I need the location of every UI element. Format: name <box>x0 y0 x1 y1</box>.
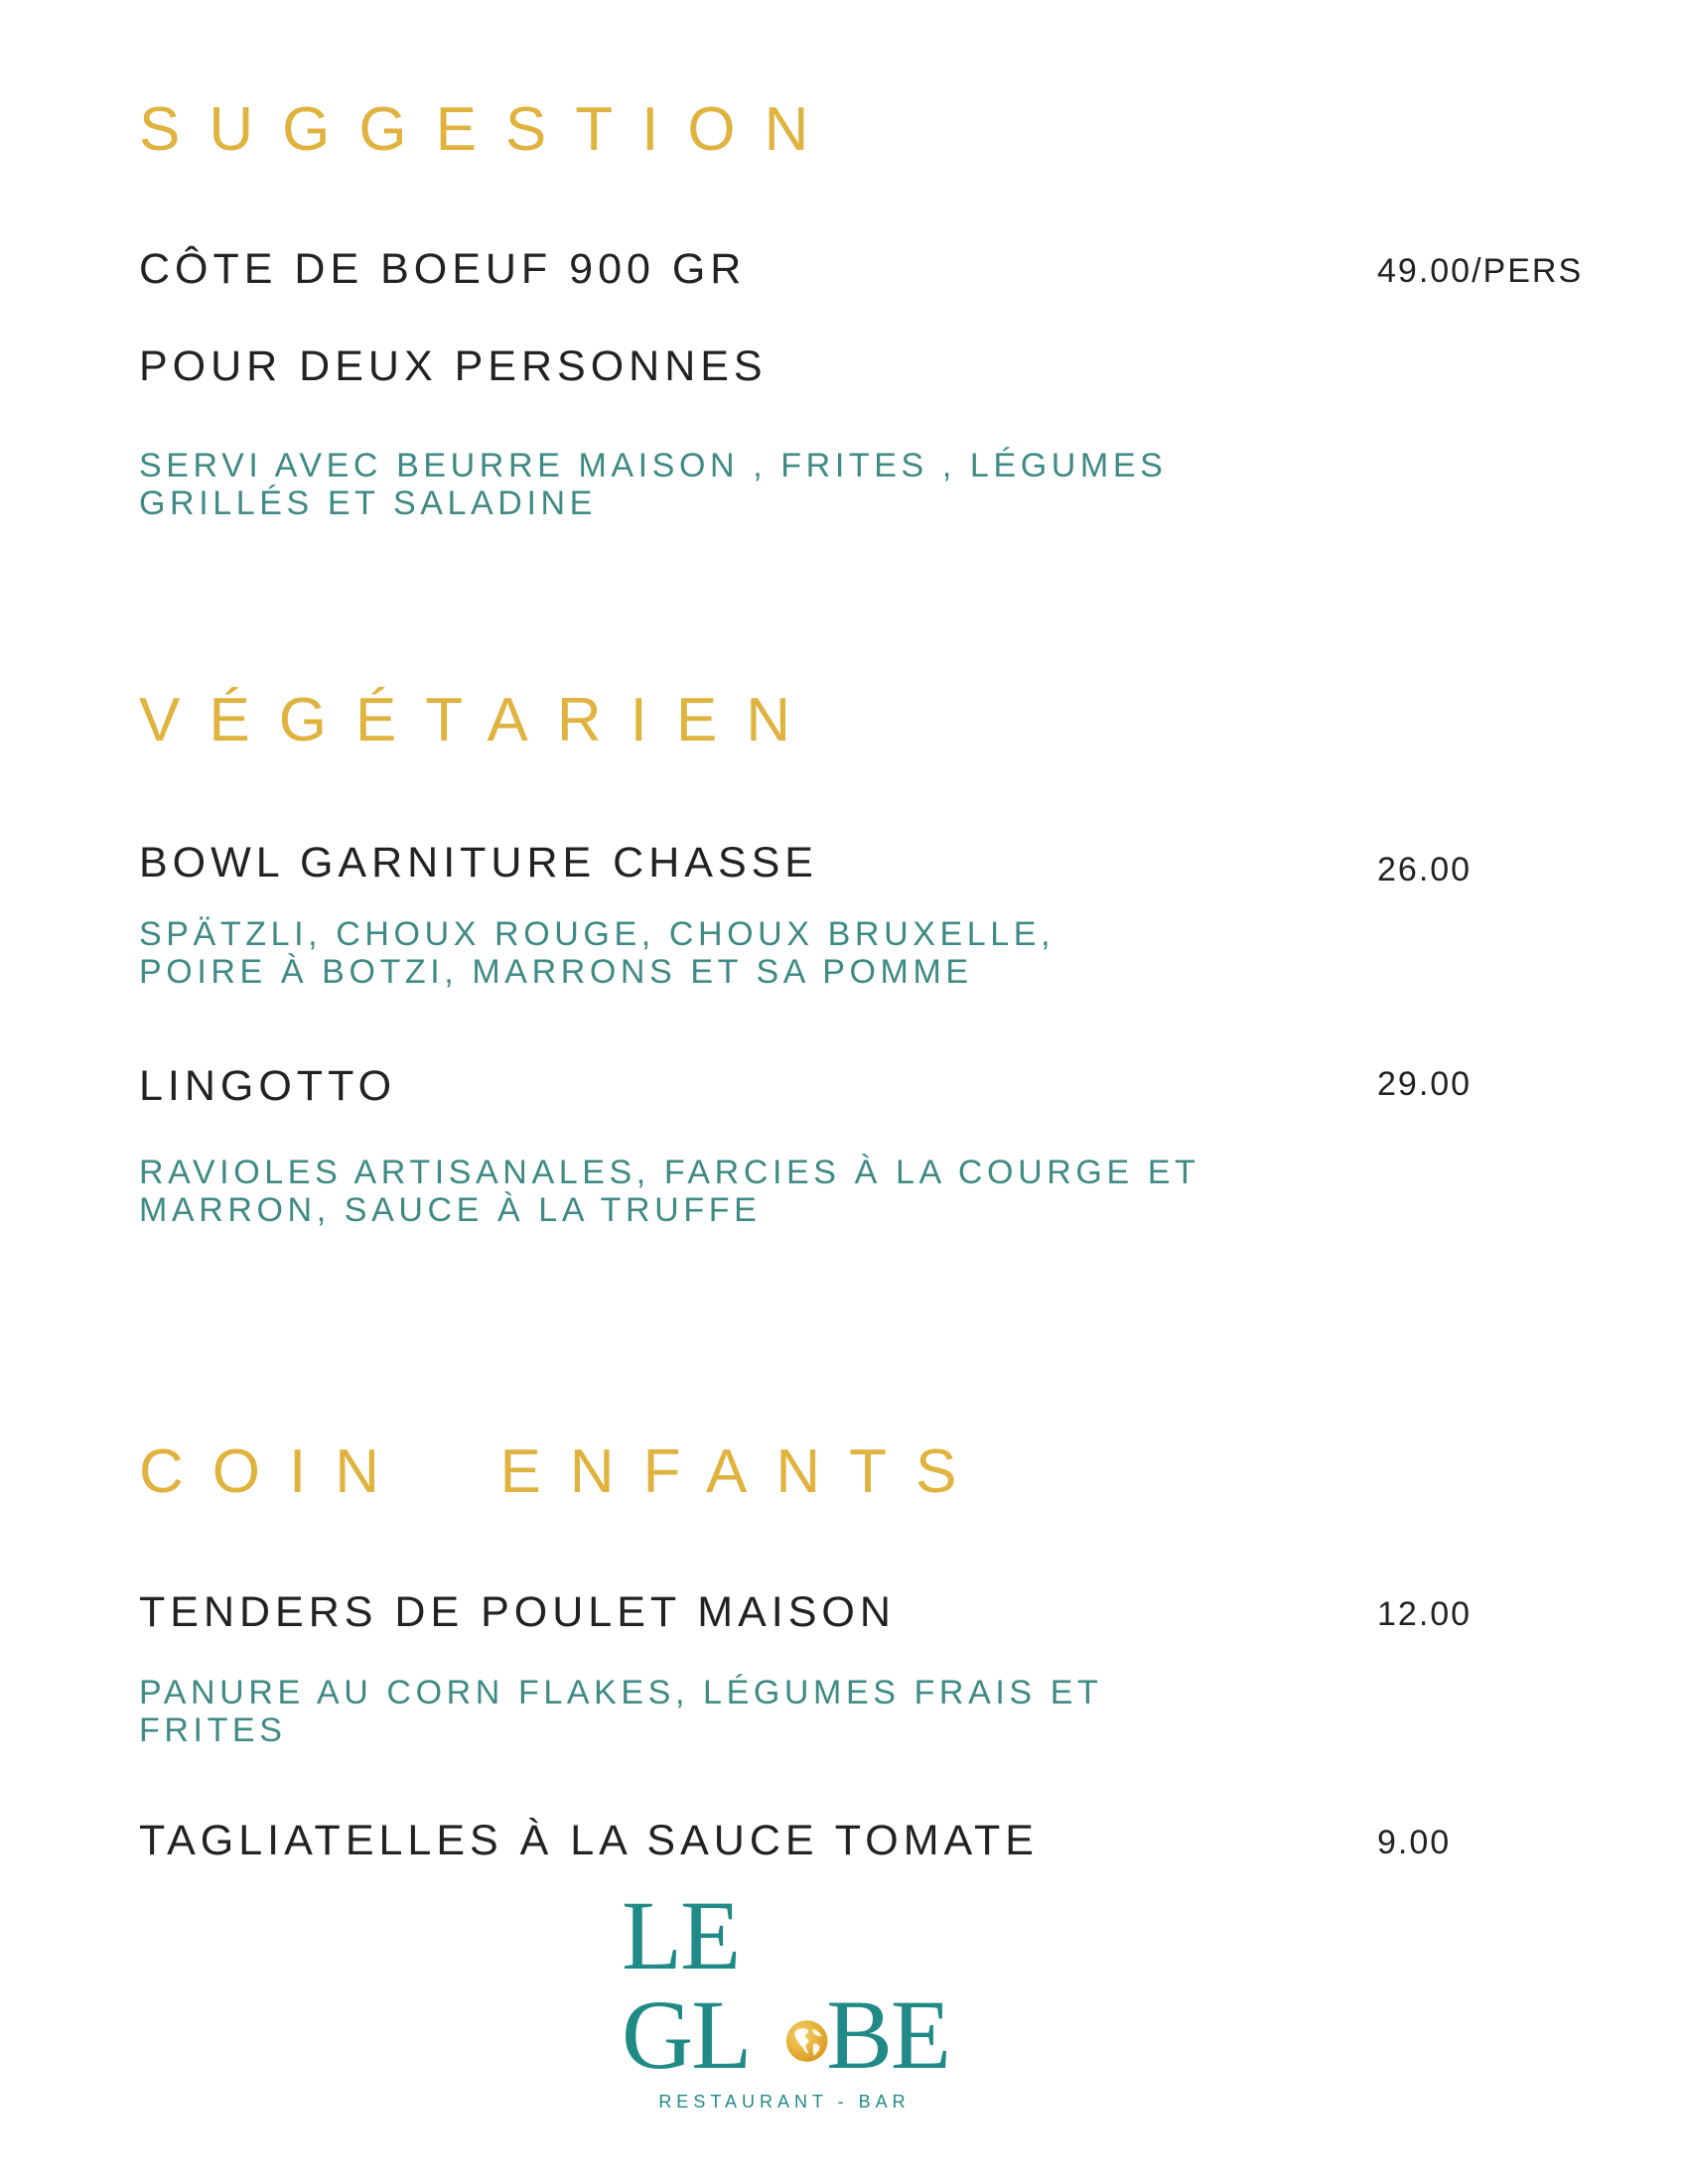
item-name-tenders-de-poulet: TENDERS DE POULET MAISON <box>139 1588 896 1636</box>
logo <box>596 1880 973 2115</box>
item-price-bowl-garniture-chasse: 26.00 <box>1377 851 1473 888</box>
section-title-suggestion: SUGGESTION <box>139 95 838 164</box>
item-price-lingotto: 29.00 <box>1377 1065 1473 1103</box>
item-subtitle-pour-deux-personnes: POUR DEUX PERSONNES <box>139 342 768 390</box>
section-title-coin-enfants: COIN ENFANTS <box>139 1437 986 1506</box>
item-price-tagliatelles: 9.00 <box>1377 1824 1452 1861</box>
item-name-bowl-garniture-chasse: BOWL GARNITURE CHASSE <box>139 839 818 887</box>
globe-icon <box>785 2005 828 2077</box>
item-price-cote-de-boeuf: 49.00/PERS <box>1377 252 1584 290</box>
item-description-bowl-line1: SPÄTZLI, CHOUX ROUGE, CHOUX BRUXELLE, <box>139 915 1055 953</box>
item-description-cote-de-boeuf-line2: GRILLÉS ET SALADINE <box>139 484 597 522</box>
item-price-tenders-de-poulet: 12.00 <box>1377 1595 1473 1633</box>
logo-subtitle: RESTAURANT - BAR <box>658 2092 911 2112</box>
item-description-cote-de-boeuf-line1: SERVI AVEC BEURRE MAISON , FRITES , LÉGUMES <box>139 447 1168 484</box>
logo-wordmark-left: LE GL <box>622 1880 751 2090</box>
item-description-tenders-line2: FRITES <box>139 1711 287 1749</box>
item-description-lingotto-line2: MARRON, SAUCE À LA TRUFFE <box>139 1191 762 1229</box>
logo-wordmark <box>622 1880 949 2090</box>
section-title-vegetarien: VÉGÉTARIEN <box>139 686 820 754</box>
item-description-bowl-line2: POIRE À BOTZI, MARRONS ET SA POMME <box>139 953 973 991</box>
logo-wordmark-right: BE <box>826 1979 949 2090</box>
item-description-lingotto-line1: RAVIOLES ARTISANALES, FARCIES À LA COURGE ET <box>139 1154 1200 1191</box>
item-name-lingotto: LINGOTTO <box>139 1062 397 1110</box>
item-name-tagliatelles: TAGLIATELLES À LA SAUCE TOMATE <box>139 1817 1039 1864</box>
item-description-tenders-line1: PANURE AU CORN FLAKES, LÉGUMES FRAIS ET <box>139 1674 1103 1711</box>
item-name-cote-de-boeuf: CÔTE DE BOEUF 900 GR <box>139 245 747 293</box>
